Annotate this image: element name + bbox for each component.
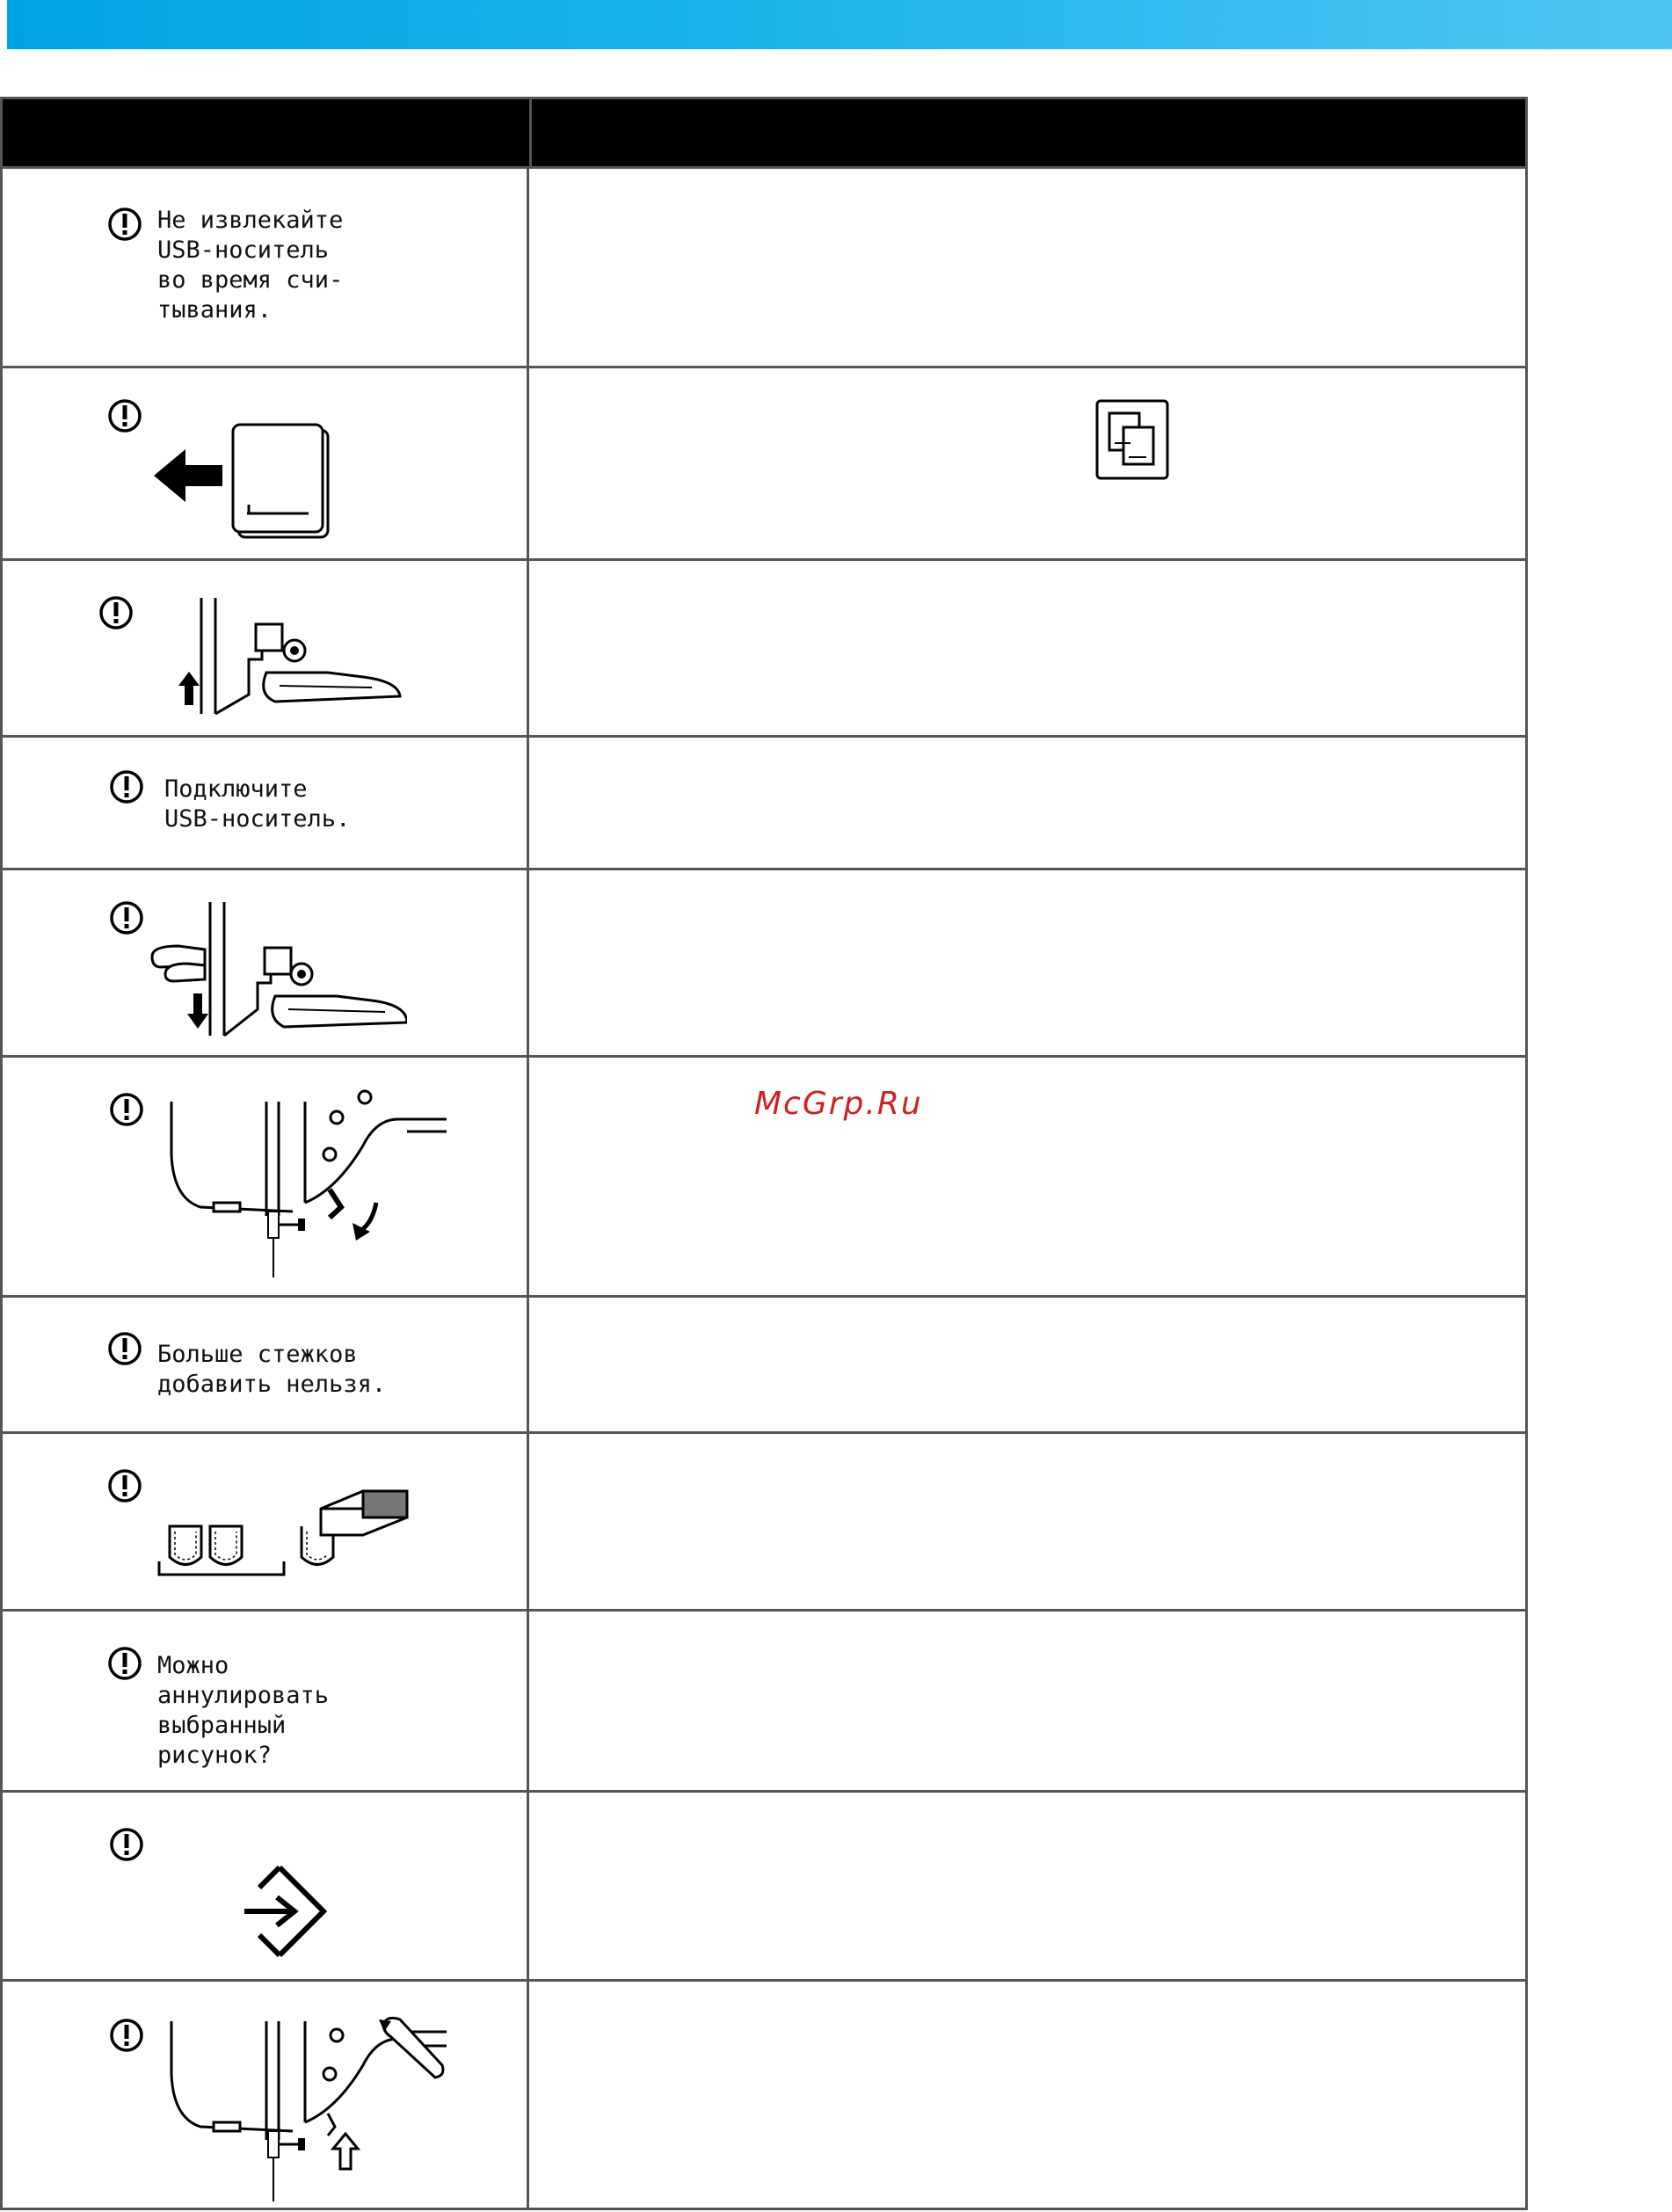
warning-icon [108, 2017, 145, 2054]
table-row [3, 1790, 1525, 1979]
needle-finger-illustration [161, 2012, 460, 2210]
needle-plate-illustration [161, 1084, 460, 1286]
error-message-table [0, 97, 1528, 2210]
warning-icon [106, 1330, 143, 1367]
warning-icon [98, 594, 134, 631]
table-row [3, 366, 1525, 558]
table-row [3, 1609, 1525, 1790]
table-row [3, 868, 1525, 1055]
top-color-bar [7, 0, 1672, 49]
table-row [3, 735, 1525, 868]
watermark-text: McGrp.Ru [754, 1086, 923, 1122]
warning-icon [106, 397, 143, 434]
header-col-2 [532, 99, 1525, 166]
delete-pattern-illustration [152, 1473, 416, 1588]
table-row [3, 1979, 1525, 2208]
warning-icon [106, 206, 143, 243]
presser-foot-raise-illustration [161, 589, 407, 721]
table-row [3, 1431, 1525, 1609]
warning-icon [108, 1826, 145, 1863]
header-col-1 [3, 99, 532, 166]
message-cancel-pattern: Можно аннулировать выбранный рисунок? [157, 1652, 330, 1769]
warning-icon [106, 1467, 143, 1504]
warning-icon [106, 1645, 143, 1682]
warning-icon [108, 1091, 145, 1128]
warning-icon [108, 899, 145, 936]
enter-arrow-icon [240, 1859, 337, 1964]
message-usb-reading: Не извлекайте USB-носитель во время счи- тывания. [157, 207, 344, 324]
copy-button-icon [1095, 399, 1169, 480]
message-connect-usb: Подключите USB-носитель. [164, 775, 351, 833]
memory-card-eject-icon [150, 421, 335, 544]
warning-icon [108, 768, 145, 805]
presser-foot-lower-illustration [143, 895, 407, 1044]
message-no-more-stitches: Больше стежков добавить нельзя. [157, 1341, 387, 1398]
table-header [3, 99, 1525, 166]
table-row [3, 1295, 1525, 1431]
table-row [3, 558, 1525, 735]
table-row [3, 166, 1525, 366]
